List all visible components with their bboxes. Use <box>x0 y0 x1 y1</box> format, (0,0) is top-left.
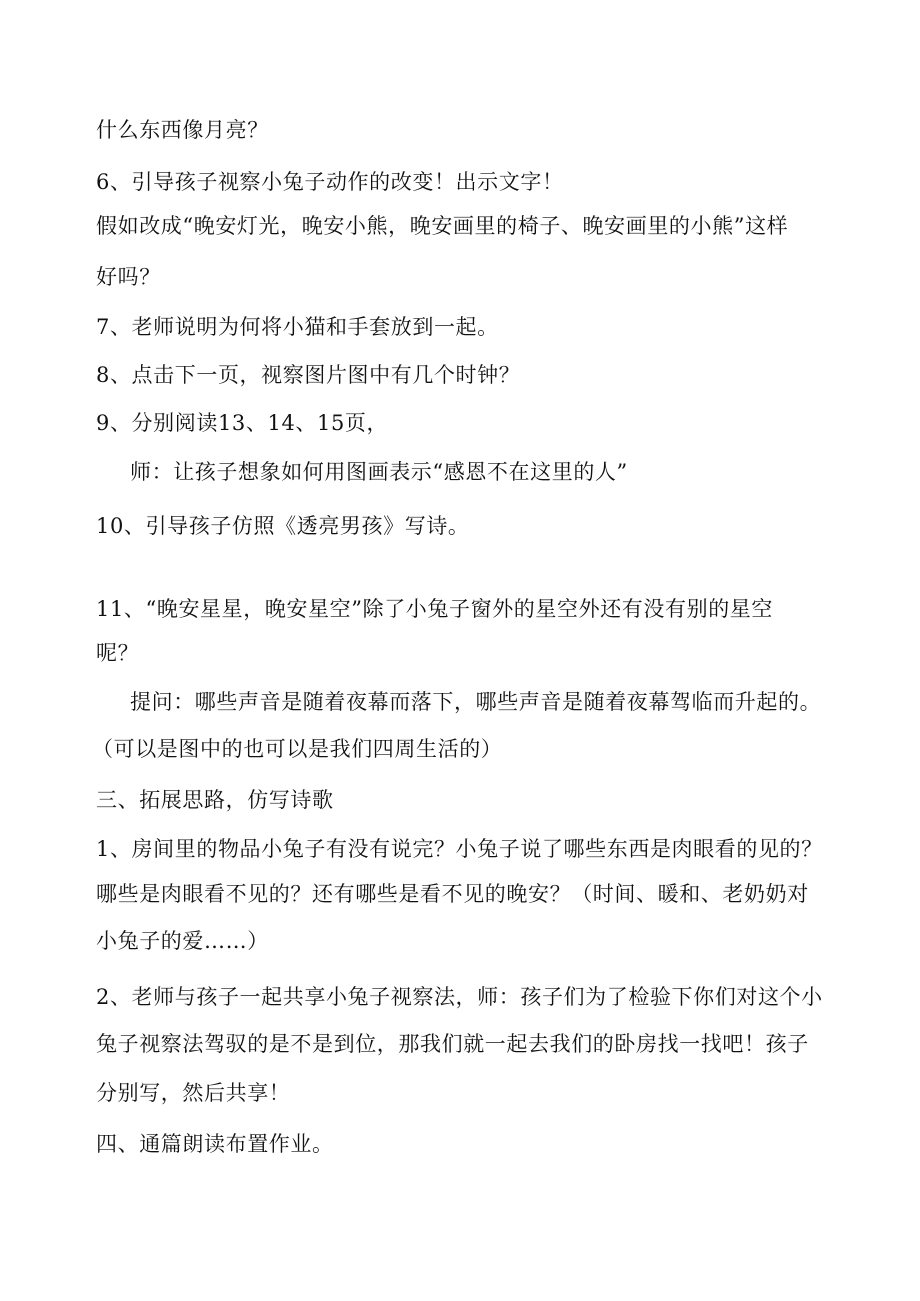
text-line: 师：让孩子想象如何用图画表示“感恩不在这里的人” <box>130 460 628 484</box>
text-line: 7、老师说明为何将小猫和手套放到一起。 <box>96 315 499 339</box>
section-heading: 三、拓展思路，仿写诗歌 <box>96 788 334 812</box>
section-heading: 四、通篇朗读布置作业。 <box>96 1132 334 1156</box>
text-line: 6、引导孩子视察小兔子动作的改变！出示文字！ <box>96 170 564 194</box>
text-line: 兔子视察法驾驭的是不是到位，那我们就一起去我们的卧房找一找吧！孩子 <box>96 1032 809 1056</box>
text-line: 2、老师与孩子一起共享小兔子视察法，师：孩子们为了检验下你们对这个小 <box>96 985 823 1009</box>
text-line: 假如改成“晚安灯光，晚安小熊，晚安画里的椅子、晚安画里的小熊”这样 <box>96 214 789 238</box>
text-line: 什么东西像月亮？ <box>96 118 269 142</box>
text-line: 小兔子的爱……） <box>96 929 269 953</box>
text-line: 呢？ <box>96 641 140 665</box>
text-line: 提问：哪些声音是随着夜幕而落下，哪些声音是随着夜幕驾临而升起的。 <box>130 690 822 714</box>
text-line: 11、“晚安星星，晚安星空”除了小兔子窗外的星空外还有没有别的星空 <box>96 597 773 621</box>
text-line: 分别写，然后共享！ <box>96 1081 291 1105</box>
text-line: 1、房间里的物品小兔子有没有说完？小兔子说了哪些东西是肉眼看的见的？ <box>96 837 823 861</box>
text-line: 9、分别阅读13、14、15页， <box>96 411 389 435</box>
text-line: 哪些是肉眼看不见的？还有哪些是看不见的晚安？（时间、暖和、老奶奶对 <box>96 882 809 906</box>
text-line: 10、引导孩子仿照《透亮男孩》写诗。 <box>96 514 470 538</box>
text-line: 好吗？ <box>96 265 161 289</box>
text-line: （可以是图中的也可以是我们四周生活的） <box>92 737 503 761</box>
text-line: 8、点击下一页，视察图片图中有几个时钟？ <box>96 363 521 387</box>
